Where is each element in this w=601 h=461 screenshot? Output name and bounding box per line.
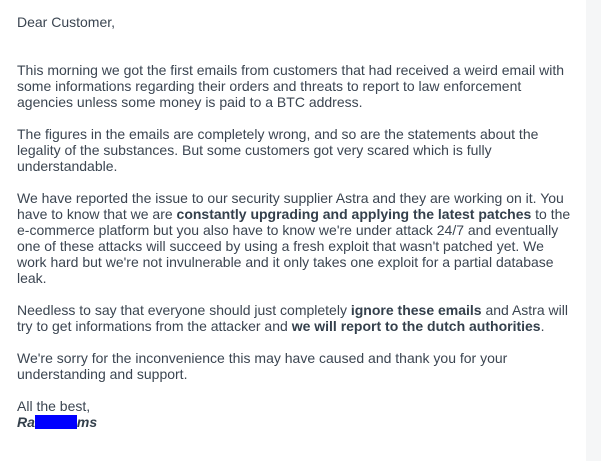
redaction-box <box>35 415 77 429</box>
paragraph-4-emphasis-ignore: ignore these emails <box>350 302 482 318</box>
paragraph-4-emphasis-report: we will report to the dutch authorities <box>291 318 541 334</box>
side-panel-strip <box>586 0 601 461</box>
paragraph-3-text-a: We have reported the issue to our security supplier Astra and they are working on it. You have to know that we are <box>17 190 564 222</box>
paragraph-4-text-c: and Astra will try to get informations from the attacker and <box>17 302 568 334</box>
signature-end: ms <box>76 414 98 430</box>
signature-start: Ra <box>17 414 35 430</box>
email-body <box>17 14 572 430</box>
paragraph-5: We're sorry for the inconvenience this may have caused and thank you for your understanding and support. <box>17 350 508 382</box>
paragraph-1: This morning we got the first emails from customers that had received a weird email with some informations regarding their orders and threats to report to law enforcement agencies unless some money is paid to a BTC address. <box>17 62 564 110</box>
paragraph-4-text-e: . <box>540 318 545 334</box>
paragraph-3-emphasis: constantly upgrading and applying the latest patches <box>176 206 532 222</box>
greeting: Dear Customer, <box>17 14 116 30</box>
signoff: All the best, <box>17 398 91 414</box>
paragraph-4-text-a: Needless to say that everyone should just completely <box>17 302 351 318</box>
signature <box>17 414 572 430</box>
paragraph-4 <box>17 302 572 334</box>
paragraph-2: The figures in the emails are completely wrong, and so are the statements about the legality of the substances. But some customers got very scared which is fully understandable. <box>17 126 539 174</box>
paragraph-3 <box>17 190 572 286</box>
paragraph-3-text-c: to the e-commerce platform but you also have to know we're under attack 24/7 and eventually one of these attacks will succeed by using a fresh exploit that wasn't patched yet. We work hard but we're not invulnerable and it only takes one exploit for a partial database leak. <box>17 206 571 286</box>
